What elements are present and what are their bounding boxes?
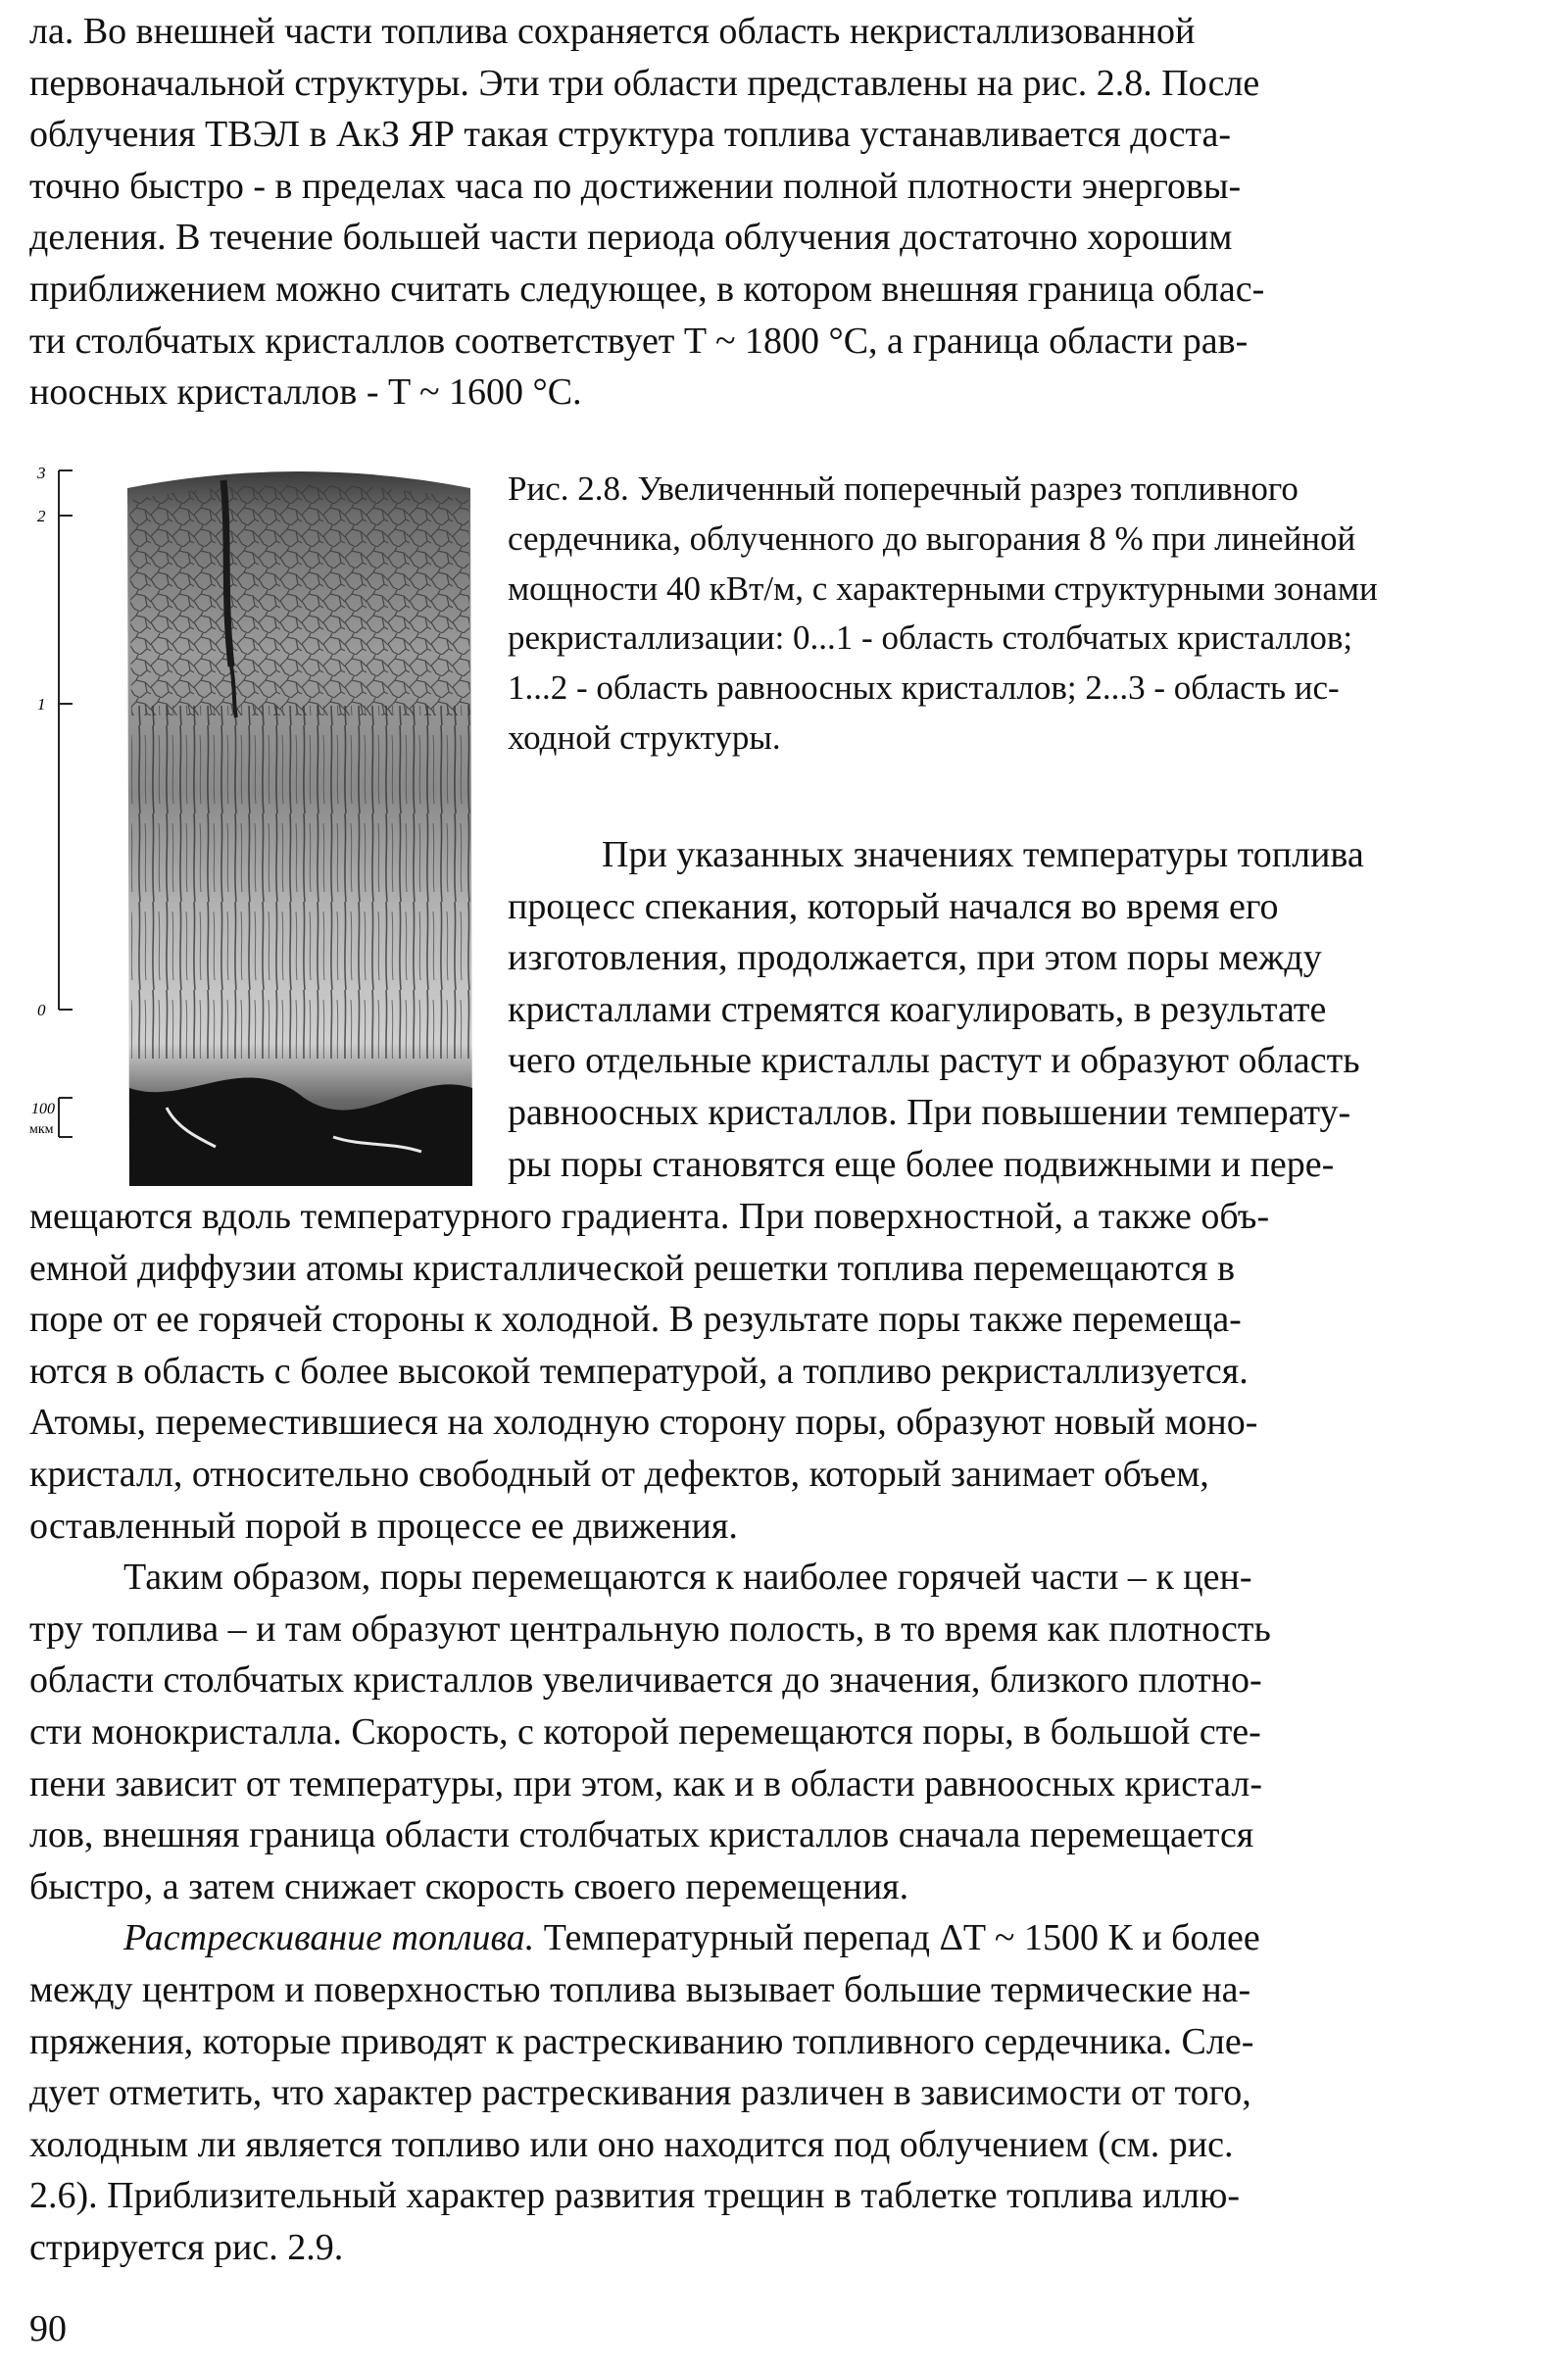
text-line: процесс спекания, который начался во время его <box>508 885 1279 927</box>
scale-tick-label: 2 <box>37 507 46 525</box>
scale-tick-label: 1 <box>37 695 46 714</box>
caption-line: 1...2 - область равноосных кристаллов; 2...3 - область ис- <box>508 668 1340 708</box>
text-line: чего отдельные кристаллы растут и образуют область <box>508 1040 1360 1082</box>
text-line: холодным ли является топливо или оно находится под облучением (см. рис. <box>29 2123 1234 2165</box>
text-line: дует отметить, что характер растрескивания различен в зависимости от того, <box>29 2072 1251 2114</box>
text-line: пени зависит от температуры, при этом, как и в области равноосных кристал- <box>29 1762 1262 1804</box>
text-line: Атомы, переместившиеся на холодную сторону поры, образуют новый моно- <box>29 1402 1258 1444</box>
caption-line: мощности 40 кВт/м, с характерными структурными зонами <box>508 568 1378 608</box>
text-line: тру топлива – и там образуют центральную полость, в то время как плотность <box>29 1607 1271 1650</box>
text-line: облучения ТВЭЛ в АкЗ ЯР такая структура топлива устанавливается доста- <box>29 114 1232 156</box>
text-line: равноосных кристаллов. При повышении температу- <box>508 1091 1351 1133</box>
text-line: ла. Во внешней части топлива сохраняется область некристаллизованной <box>29 11 1196 52</box>
scale-bar-unit: мкм <box>29 1122 54 1137</box>
text-line <box>29 1912 1539 1964</box>
text-line: деления. В течение большей части периода облучения достаточно хорошим <box>29 217 1233 259</box>
text-line: оставленный порой в процессе ее движения. <box>29 1505 738 1547</box>
text-line: области столбчатых кристаллов увеличивается до значения, близкого плотно- <box>29 1659 1262 1702</box>
text-line: емной диффузии атомы кристаллической решетки топлива перемещаются в <box>29 1247 1236 1289</box>
scale-axis <box>59 470 73 1137</box>
text-line: При указанных значениях температуры топлива <box>602 834 1364 875</box>
text-line: ры поры становятся еще более подвижными и пере- <box>508 1143 1335 1185</box>
text-line: сти монокристалла. Скорость, с которой перемещаются поры, в большой сте- <box>29 1710 1261 1753</box>
text-line: стрируется рис. 2.9. <box>29 2226 344 2268</box>
scale-bar-value: 100 <box>31 1101 55 1117</box>
text-line: 2.6). Приблизительный характер развития трещин в таблетке топлива иллю- <box>29 2175 1240 2217</box>
text-line: кристалл, относительно свободный от дефектов, который занимает объем, <box>29 1453 1209 1495</box>
section-heading-inline: Растрескивание топлива. <box>123 1917 535 1959</box>
caption-line: рекристаллизации: 0...1 - область столбчатых кристаллов; <box>508 618 1353 658</box>
text-line: лов, внешняя граница области столбчатых кристаллов сначала перемещается <box>29 1814 1254 1856</box>
text-line-rest: Температурный перепад ΔT ~ 1500 К и более <box>543 1917 1260 1959</box>
continuation-paragraph <box>29 1191 1539 2273</box>
text-line: кристаллами стремятся коагулировать, в результате <box>508 988 1327 1030</box>
side-paragraph <box>508 829 1539 1190</box>
text-line: приближением можно считать следующее, в котором внешняя граница облас- <box>29 268 1265 310</box>
caption-line: Рис. 2.8. Увеличенный поперечный разрез топливного <box>508 469 1298 508</box>
figure-caption <box>508 465 1539 764</box>
text-line: первоначальной структуры. Эти три области представлены на рис. 2.8. После <box>29 62 1260 104</box>
caption-line: сердечника, облученного до выгорания 8 % при линейной <box>508 519 1356 558</box>
intro-paragraph <box>29 6 1539 419</box>
page-number: 90 <box>29 2308 67 2349</box>
text-line: мещаются вдоль температурного градиента. При поверхностной, а также объ- <box>29 1196 1270 1237</box>
text-line: поре от ее горячей стороны к холодной. В результате поры также перемеща- <box>29 1299 1242 1341</box>
caption-line: ходной структуры. <box>508 717 781 757</box>
text-line: между центром и поверхностью топлива вызывает большие термические на- <box>29 1968 1251 2010</box>
micrograph-image <box>108 461 490 1186</box>
text-line: Таким образом, поры перемещаются к наиболее горячей части – к цен- <box>123 1557 1252 1599</box>
text-line: ти столбчатых кристаллов соответствует T ~ 1800 °C, а граница области рав- <box>29 320 1249 362</box>
scale-tick-label: 3 <box>37 464 46 482</box>
text-line: ноосных кристаллов - T ~ 1600 °C. <box>29 371 582 414</box>
text-line: точно быстро - в пределах часа по достижении полной плотности энерговы- <box>29 165 1242 207</box>
text-line: быстро, а затем снижает скорость своего перемещения. <box>29 1865 909 1907</box>
text-line: изготовления, продолжается, при этом поры между <box>508 937 1322 979</box>
text-line: ются в область с более высокой температурой, а топливо рекристаллизуется. <box>29 1350 1249 1392</box>
scale-tick-label: 0 <box>37 1001 46 1019</box>
text-line: пряжения, которые приводят к растрескиванию топливного сердечника. Сле- <box>29 2020 1254 2062</box>
